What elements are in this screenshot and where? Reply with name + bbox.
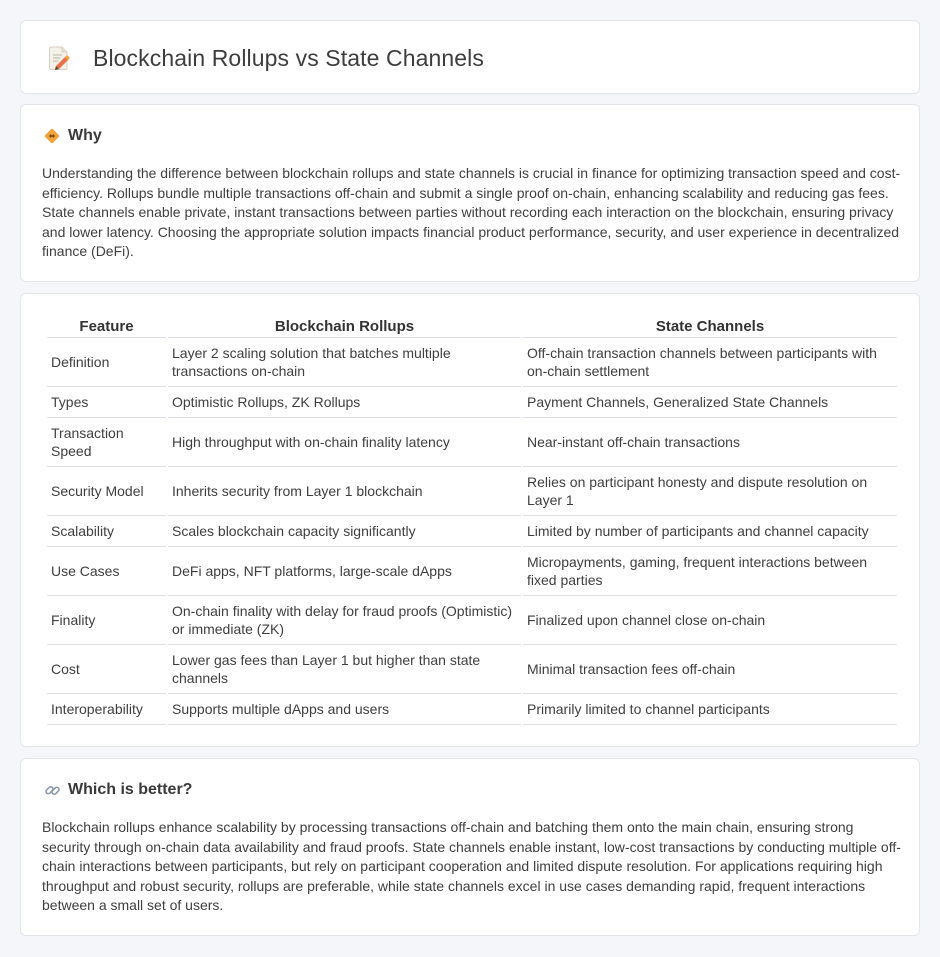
table-row (47, 418, 897, 467)
feature-cell: Finality (47, 596, 166, 645)
feature-cell: Interoperability (47, 694, 166, 725)
better-body: Blockchain rollups enhance scalability by processing transactions off-chain and batching them onto the main chain, ensuring strong security through on-chain data availability and fraud proofs. State channels enable instant, low-cost transactions by conducting multiple off-chain interactions between participants, but rely on participant cooperation and limited dispute resolution. For applications requiring high throughput and robust security, rollups are preferable, while state channels excel in use cases demanding rapid, frequent interactions between a small set of users. (42, 819, 901, 913)
feature-cell: Scalability (47, 516, 166, 547)
feature-cell: Security Model (47, 467, 166, 516)
header-feature: Feature (47, 316, 166, 338)
why-title: Why (68, 127, 102, 144)
document-pencil-icon (45, 44, 73, 72)
table-row (47, 467, 897, 516)
channels-cell: Primarily limited to channel participants (523, 694, 897, 725)
table-row (47, 596, 897, 645)
table-row (47, 645, 897, 694)
channels-cell: Off-chain transaction channels between participants with on-chain settlement (523, 338, 897, 387)
comparison-table (45, 316, 899, 725)
comparison-section (20, 293, 920, 747)
better-title: Which is better? (68, 781, 193, 798)
link-icon (43, 781, 61, 799)
channels-cell: Payment Channels, Generalized State Channels (523, 387, 897, 418)
why-section (20, 104, 920, 282)
rollups-cell: Optimistic Rollups, ZK Rollups (168, 387, 521, 418)
feature-cell: Cost (47, 645, 166, 694)
table-row (47, 338, 897, 387)
rollups-cell: Supports multiple dApps and users (168, 694, 521, 725)
table-row (47, 516, 897, 547)
table-row (47, 547, 897, 596)
title-row (45, 44, 484, 72)
feature-cell: Transaction Speed (47, 418, 166, 467)
rollups-cell: Lower gas fees than Layer 1 but higher than state channels (168, 645, 521, 694)
channels-cell: Relies on participant honesty and dispute resolution on Layer 1 (523, 467, 897, 516)
header-card (20, 20, 920, 94)
channels-cell: Near-instant off-chain transactions (523, 418, 897, 467)
why-body: Understanding the difference between blockchain rollups and state channels is crucial in finance for optimizing transaction speed and cost-efficiency. Rollups bundle multiple transactions off-chain and submit a single proof on-chain, enhancing scalability and reducing gas fees. State channels enable private, instant transactions between parties without recording each interaction on the blockchain, ensuring privacy and lower latency. Choosing the appropriate solution impacts financial product performance, security, and user experience in decentralized finance (DeFi). (42, 165, 901, 259)
which-is-better-section (20, 758, 920, 936)
rollups-cell: DeFi apps, NFT platforms, large-scale dApps (168, 547, 521, 596)
table-row (47, 694, 897, 725)
channels-cell: Limited by number of participants and channel capacity (523, 516, 897, 547)
why-heading (43, 127, 102, 145)
page-title: Blockchain Rollups vs State Channels (93, 44, 484, 71)
rollups-cell: Inherits security from Layer 1 blockchain (168, 467, 521, 516)
rollups-cell: High throughput with on-chain finality latency (168, 418, 521, 467)
channels-cell: Minimal transaction fees off-chain (523, 645, 897, 694)
header-rollups: Blockchain Rollups (168, 316, 521, 338)
rollups-cell: Scales blockchain capacity significantly (168, 516, 521, 547)
table-row (47, 387, 897, 418)
feature-cell: Types (47, 387, 166, 418)
feature-cell: Definition (47, 338, 166, 387)
header-channels: State Channels (523, 316, 897, 338)
feature-cell: Use Cases (47, 547, 166, 596)
table-header-row (47, 316, 897, 338)
better-heading (43, 781, 192, 799)
channels-cell: Finalized upon channel close on-chain (523, 596, 897, 645)
diamond-arrows-icon (43, 127, 61, 145)
channels-cell: Micropayments, gaming, frequent interactions between fixed parties (523, 547, 897, 596)
rollups-cell: Layer 2 scaling solution that batches multiple transactions on-chain (168, 338, 521, 387)
rollups-cell: On-chain finality with delay for fraud proofs (Optimistic) or immediate (ZK) (168, 596, 521, 645)
